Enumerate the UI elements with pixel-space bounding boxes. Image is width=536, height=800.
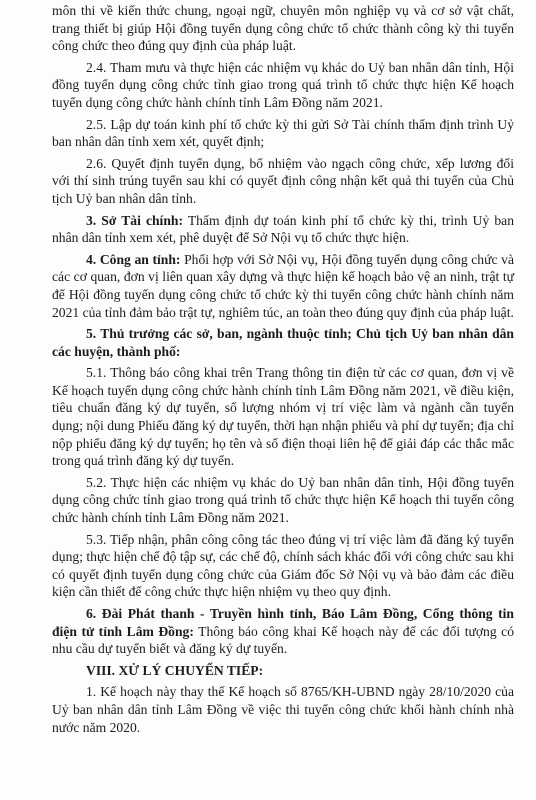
paragraph-2-5: 2.5. Lập dự toán kinh phí tổ chức kỳ thi gửi Sở Tài chính thẩm định trình Uỷ ban nhân dân tỉnh xem xét, quyết định;	[52, 116, 514, 150]
paragraph-5-1: 5.1. Thông báo công khai trên Trang thông tin điện tử các cơ quan, đơn vị về Kế hoạch tuyển dụng công chức hành chính tỉnh Lâm Đồng năm 2021, về điều kiện, tiêu chuẩn đăng ký dự tuyển, số lượng nhóm vị trí việc làm và ngành cần tuyển dụng; nội dung Phiếu đăng ký dự tuyển, thời hạn nhận phiếu và phí dự tuyển; địa chỉ nộp phiếu đăng ký dự tuyển; họ tên và số điện thoại liên hệ để giải đáp các thắc mắc trong quá trình đăng ký dự tuyển.	[52, 365, 514, 469]
paragraph-8-1: 1. Kế hoạch này thay thế Kế hoạch số 8765/KH-UBND ngày 28/10/2020 của Uỷ ban nhân dân tỉnh Lâm Đồng về việc thi tuyển công chức khối hành chính nhà nước năm 2020.	[52, 684, 514, 735]
section-8-heading: VIII. XỬ LÝ CHUYỂN TIẾP:	[86, 662, 264, 678]
paragraph-6	[52, 605, 514, 658]
paragraph-2-6: 2.6. Quyết định tuyển dụng, bổ nhiệm vào ngạch công chức, xếp lương đối với thí sinh trúng tuyển sau khi có quyết định công nhận kết quả thi tuyển của Chủ tịch Uỷ ban nhân dân tỉnh.	[52, 155, 514, 206]
paragraph-3	[52, 212, 514, 247]
paragraph-2-4: 2.4. Tham mưu và thực hiện các nhiệm vụ khác do Uỷ ban nhân dân tỉnh, Hội đồng tuyển dụng công chức tỉnh giao trong quá trình tổ chức thực hiện Kế hoạch tuyển dụng công chức hành chính tỉnh Lâm Đồng năm 2021.	[52, 59, 514, 110]
paragraph-3-label: 3. Sở Tài chính:	[86, 212, 183, 228]
paragraph-4-text: Phối hợp với Sở Nội vụ, Hội đồng tuyển dụng công chức và các cơ quan, đơn vị liên quan xây dựng và thực hiện kế hoạch bảo vệ an ninh, trật tự để Hội đồng tuyển dụng công chức tổ chức kỳ thi tuyển công chức hành chính năm 2021 của tỉnh đảm bảo trật tự, nghiêm túc, an toàn theo đúng quy định của pháp luật.	[52, 251, 514, 320]
section-5-heading: 5. Thủ trưởng các sở, ban, ngành thuộc tỉnh; Chủ tịch Uỷ ban nhân dân các huyện, thành phố:	[52, 326, 514, 359]
paragraph-5-3: 5.3. Tiếp nhận, phân công công tác theo đúng vị trí việc làm đã đăng ký tuyển dụng; thực hiện chế độ tập sự, các chế độ, chính sách khác đối với công chức sau khi có quyết định tuyển dụng công chức của Giám đốc Sở Nội vụ và bảo đảm các điều kiện cần thiết để công chức thực hiện nhiệm vụ theo quy định.	[52, 531, 514, 600]
paragraph-6-text: Thông báo công khai Kế hoạch này để các đối tượng có nhu cầu dự tuyển biết và đăng ký dự tuyển.	[52, 623, 514, 657]
paragraph-6-label: 6. Đài Phát thanh - Truyền hình tỉnh, Báo Lâm Đồng, Cổng thông tin điện tử tỉnh Lâm Đồng:	[52, 606, 514, 639]
paragraph-continued: môn thi về kiến thức chung, ngoại ngữ, chuyên môn nghiệp vụ và cơ sở vật chất, trang thiết bị giúp Hội đồng tuyển dụng công chức tổ chức thành công kỳ thi tuyển công chức theo đúng quy định của pháp luật.	[52, 3, 514, 54]
paragraph-4	[52, 251, 514, 321]
paragraph-3-text: Thẩm định dự toán kinh phí tổ chức kỳ thi, trình Uỷ ban nhân dân tỉnh xem xét, phê duyệt để Sở Nội vụ tổ chức thực hiện.	[52, 212, 515, 246]
paragraph-5-2: 5.2. Thực hiện các nhiệm vụ khác do Uỷ ban nhân dân tỉnh, Hội đồng tuyển dụng công chức tỉnh giao trong quá trình tổ chức thực hiện Kế hoạch thi tuyển công chức hành chính tỉnh Lâm Đồng năm 2021.	[52, 474, 514, 526]
paragraph-4-label: 4. Công an tỉnh:	[86, 251, 181, 267]
